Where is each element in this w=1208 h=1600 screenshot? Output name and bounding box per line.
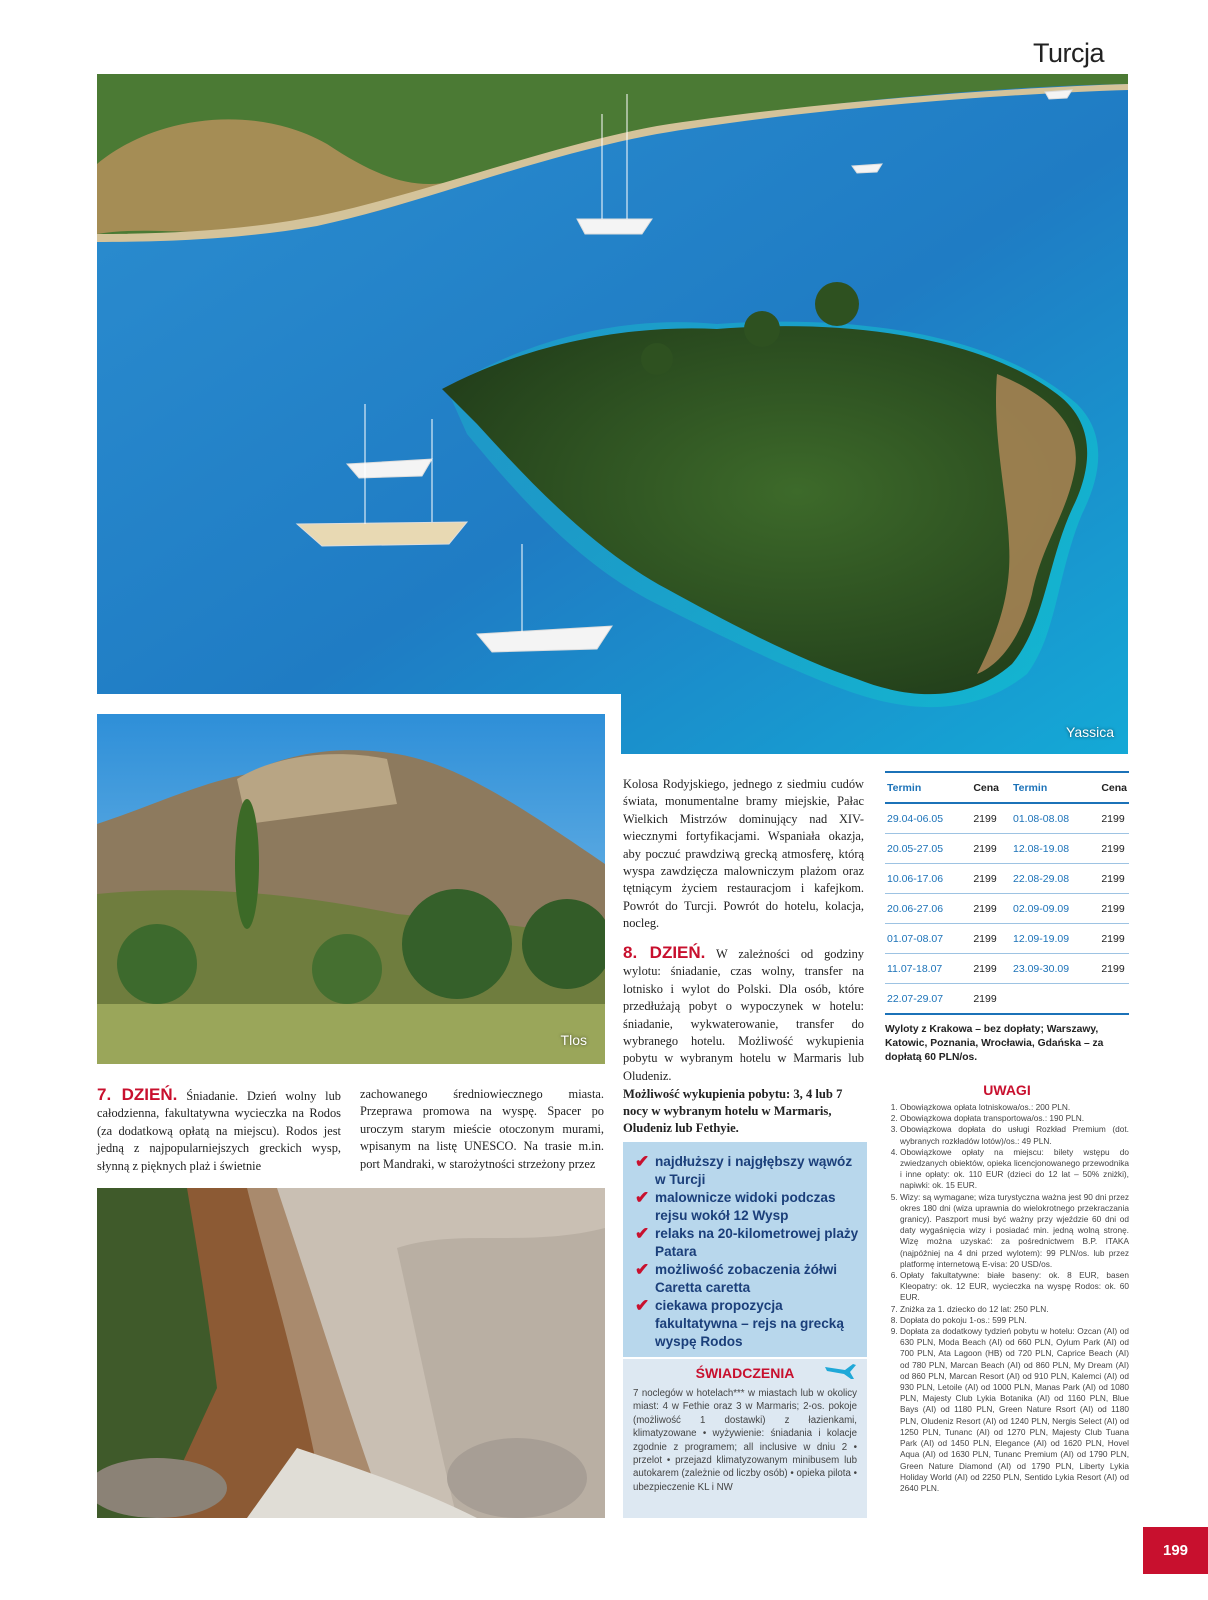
canyon-photo [97, 1188, 605, 1518]
check-icon: ✔ [635, 1224, 650, 1243]
note-item: 5. Wizy: są wymagane; wiza turystyczna ważna jest 90 dni przez okres 180 dni (wiza uprawnia do wielokrotnego przekraczania granicy). Paszport musi być ważny przy wjeździe 60 dni od daty wygaśnięcia wizy i posiadać min. jedną wolną stronę. Wizę można uzyskać: za pośrednictwem B.P. ITAKA (najpóźniej na 4 dni przed wylotem): 99 PLN/os. lub przez platformę internetową E-visa: 20 USD/os. [900, 1192, 1129, 1270]
check-icon: ✔ [635, 1260, 650, 1279]
highlight-item: ✔ możliwość zobaczenia żółwi Caretta caretta [635, 1260, 838, 1295]
term-cell: 01.07-08.07 [885, 924, 971, 954]
price-table-wrap [885, 771, 1129, 1065]
price-cell: 2199 [971, 924, 1011, 954]
term-cell: 11.07-18.07 [885, 954, 971, 984]
price-row [885, 954, 1129, 984]
note-item: 6. Opłaty fakultatywne: białe baseny: ok. 8 EUR, basen Kleopatry: ok. 12 EUR, wycieczka na wyspę Rodos: ok. 60 EUR. [900, 1270, 1129, 1304]
day8-block [623, 944, 864, 1085]
term-cell: 22.08-29.08 [1011, 864, 1099, 894]
term-cell [1011, 984, 1099, 1015]
price-cell: 2199 [971, 894, 1011, 924]
country-title: Turcja [1032, 38, 1104, 68]
price-cell: 2199 [971, 954, 1011, 984]
term-cell: 01.08-08.08 [1011, 803, 1099, 834]
check-icon: ✔ [635, 1188, 650, 1207]
term-cell: 12.09-19.09 [1011, 924, 1099, 954]
term-cell: 20.06-27.06 [885, 894, 971, 924]
note-item: 7. Zniżka za 1. dziecko do 12 lat: 250 PLN. [900, 1304, 1129, 1315]
day8-heading: 8. DZIEŃ. [623, 943, 706, 962]
price-cell: 2199 [1099, 954, 1129, 984]
term-cell: 20.05-27.05 [885, 834, 971, 864]
yassica-caption: Yassica [1066, 724, 1114, 740]
day7-text-1: Śniadanie. Dzień wolny lub całodzienna, fakultatywna wycieczka na Rodos (za dodatkową opłatą na miejscu). Rodos jest jedną z najpopularniejszych greckich wysp, słynną z pięknych plaż i świetnie [97, 1089, 341, 1173]
note-item: 8. Dopłata do pokoju 1-os.: 599 PLN. [900, 1315, 1129, 1326]
price-cell: 2199 [971, 984, 1011, 1015]
price-row [885, 984, 1129, 1015]
price-cell: 2199 [1099, 834, 1129, 864]
benefits-text: 7 noclegów w hotelach*** w miastach lub w okolicy miast: 4 w Fethie oraz 3 w Marmaris; 2-os. pokoje (możliwość 1 dostawki) z łazienkami, klimatyzowane • wyżywienie: śniadania i kolacje zgodnie z programem; all inclusive w dniu 2 • przelot • przejazd klimatyzowanym minibusem lub autokarem (zależnie od liczby osób) • opieka pilota • ubezpieczenie KL i NW [633, 1388, 857, 1493]
price-cell: 2199 [1099, 864, 1129, 894]
note-item: 4. Obowiązkowe opłaty na miejscu: bilety wstępu do zwiedzanych obiektów, opieka licencjonowanego przewodnika i inne opłaty: ok. 110 EUR (dzieci do 12 lat – 50% zniżki), napiwki: ok. 15 EUR. [900, 1147, 1129, 1192]
airplane-icon [823, 1361, 857, 1381]
price-row [885, 924, 1129, 954]
notes-section [885, 1082, 1129, 1494]
highlight-item: ✔ ciekawa propozycja fakultatywna – rejs na grecką wyspę Rodos [635, 1296, 844, 1349]
price-header-term-2: Termin [1011, 772, 1099, 803]
note-item: 1. Obowiązkowa opłata lotniskowa/os.: 200 PLN. [900, 1102, 1129, 1113]
highlight-item: ✔ malownicze widoki podczas rejsu wokół 12 Wysp [635, 1188, 836, 1223]
highlight-item: ✔ relaks na 20-kilometrowej plaży Patara [635, 1224, 859, 1259]
note-item: 9. Dopłata za dodatkowy tydzień pobytu w hotelu: Ozcan (AI) od 630 PLN, Moda Beach (AI) od 660 PLN, Oylum Park (AI) od 700 PLN, Ata Lagoon (HB) od 720 PLN, Caprice Beach (AI) od 780 PLN, Marcan Beach (AI) od 860 PLN, My Dream (AI) od 860 PLN, Marcan Resort (AI) od 910 PLN, Kalemci (AI) od 930 PLN, Letoile (AI) od 1000 PLN, Manas Park (AI) od 1080 PLN, Majesty Club Lykia Botanika (AI) od 1160 PLN, Blue Bays (AI) od 1180 PLN, Green Nature Rsort (AI) od 1180 PLN, Oludeniz Resort (AI) od 1240 PLN, Nergis Select (AI) od 1250 PLN, Tunanc (AI) od 1270 PLN, Majesty Club Tuana Park (AI) od 1450 PLN, Elegance (AI) od 1620 PLN, Hovel Aqua (AI) od 1630 PLN, Tunanc Premium (AI) od 1790 PLN, Green Nature Diamond (AI) od 1790 PLN, Liberty Lykia Holiday World (AI) od 2250 PLN, Sentido Lykia Resort (AI) od 2640 PLN. [900, 1326, 1129, 1494]
price-cell: 2199 [971, 803, 1011, 834]
tlos-photo [97, 714, 605, 1064]
check-icon: ✔ [635, 1296, 650, 1315]
day8-text: W zależności od godziny wylotu: śniadanie, czas wolny, transfer na lotnisko i wylot do Polski. Dla osób, które przedłużają pobyt o wypoczynek w hotelu: śniadanie, wykwaterowanie, transfer do wybranego hotelu. Możliwość wykupienia pobytu w wybranym hotelu w Marmaris lub Oludeniz. [623, 947, 864, 1083]
term-cell: 12.08-19.08 [1011, 834, 1099, 864]
price-row [885, 834, 1129, 864]
price-cell: 2199 [1099, 894, 1129, 924]
price-header-price-2: Cena [1099, 772, 1129, 803]
tlos-caption: Tlos [560, 1032, 587, 1048]
price-cell: 2199 [971, 834, 1011, 864]
price-row [885, 864, 1129, 894]
day7-continuation-text: Kolosa Rodyjskiego, jednego z siedmiu cudów świata, monumentalne bramy miejskie, Pałac Wielkich Mistrzów dominujący nad XIV-wiecznymi fortyfikacjami. Wspaniała okazja, aby poczuć prawdziwą grecką atmosferę, którą wyspa zawdzięcza malowniczym plażom oraz tętniącym życiem restauracjom i kafejkom. Powrót do Turcji. Powrót do hotelu, kolacja, nocleg. [623, 777, 864, 931]
note-item: 2. Obowiązkowa dopłata transportowa/os.: 190 PLN. [900, 1113, 1129, 1124]
day7-heading: 7. DZIEŃ. [97, 1085, 178, 1104]
check-icon: ✔ [635, 1152, 650, 1171]
day7-col1 [97, 1086, 341, 1175]
extension-note: Możliwość wykupienia pobytu: 3, 4 lub 7 nocy w wybranym hotelu w Marmaris, Oludeniz lub Fethyie. [623, 1087, 843, 1136]
term-cell: 10.06-17.06 [885, 864, 971, 894]
term-cell: 29.04-06.05 [885, 803, 971, 834]
notes-list [885, 1102, 1129, 1494]
price-cell [1099, 984, 1129, 1015]
term-cell: 02.09-09.09 [1011, 894, 1099, 924]
term-cell: 22.07-29.07 [885, 984, 971, 1015]
page-number-badge: 199 [1143, 1527, 1208, 1574]
benefits-box [623, 1359, 867, 1518]
price-row [885, 803, 1129, 834]
price-cell: 2199 [1099, 924, 1129, 954]
benefits-title: ŚWIADCZENIA [695, 1365, 795, 1381]
flights-note: Wyloty z Krakowa – bez dopłaty; Warszawy, Katowic, Poznania, Wrocławia, Gdańska – za dopłatą 60 PLN/os. [885, 1024, 1104, 1063]
highlights-box [623, 1142, 867, 1357]
price-row [885, 894, 1129, 924]
day7-col2: zachowanego średniowiecznego miasta. Przeprawa promowa na wyspę. Spacer po uroczym starym mieście otoczonym murami, wpisanym na listę UNESCO. Na trasie m.in. port Mandraki, w starożytności strzeżony przez [360, 1087, 604, 1171]
notes-title: UWAGI [983, 1082, 1031, 1098]
highlight-item: ✔ najdłuższy i najgłębszy wąwóz w Turcji [635, 1152, 853, 1187]
term-cell: 23.09-30.09 [1011, 954, 1099, 984]
price-header-price-1: Cena [971, 772, 1011, 803]
note-item: 3. Obowiązkowa dopłata do usługi Rozkład Premium (dot. wybranych rozkładów lotów)/os.: 49 PLN. [900, 1124, 1129, 1146]
price-cell: 2199 [971, 864, 1011, 894]
yassica-bay-photo [97, 74, 1128, 754]
price-table [885, 771, 1129, 1015]
price-cell: 2199 [1099, 803, 1129, 834]
price-header-term-1: Termin [885, 772, 971, 803]
